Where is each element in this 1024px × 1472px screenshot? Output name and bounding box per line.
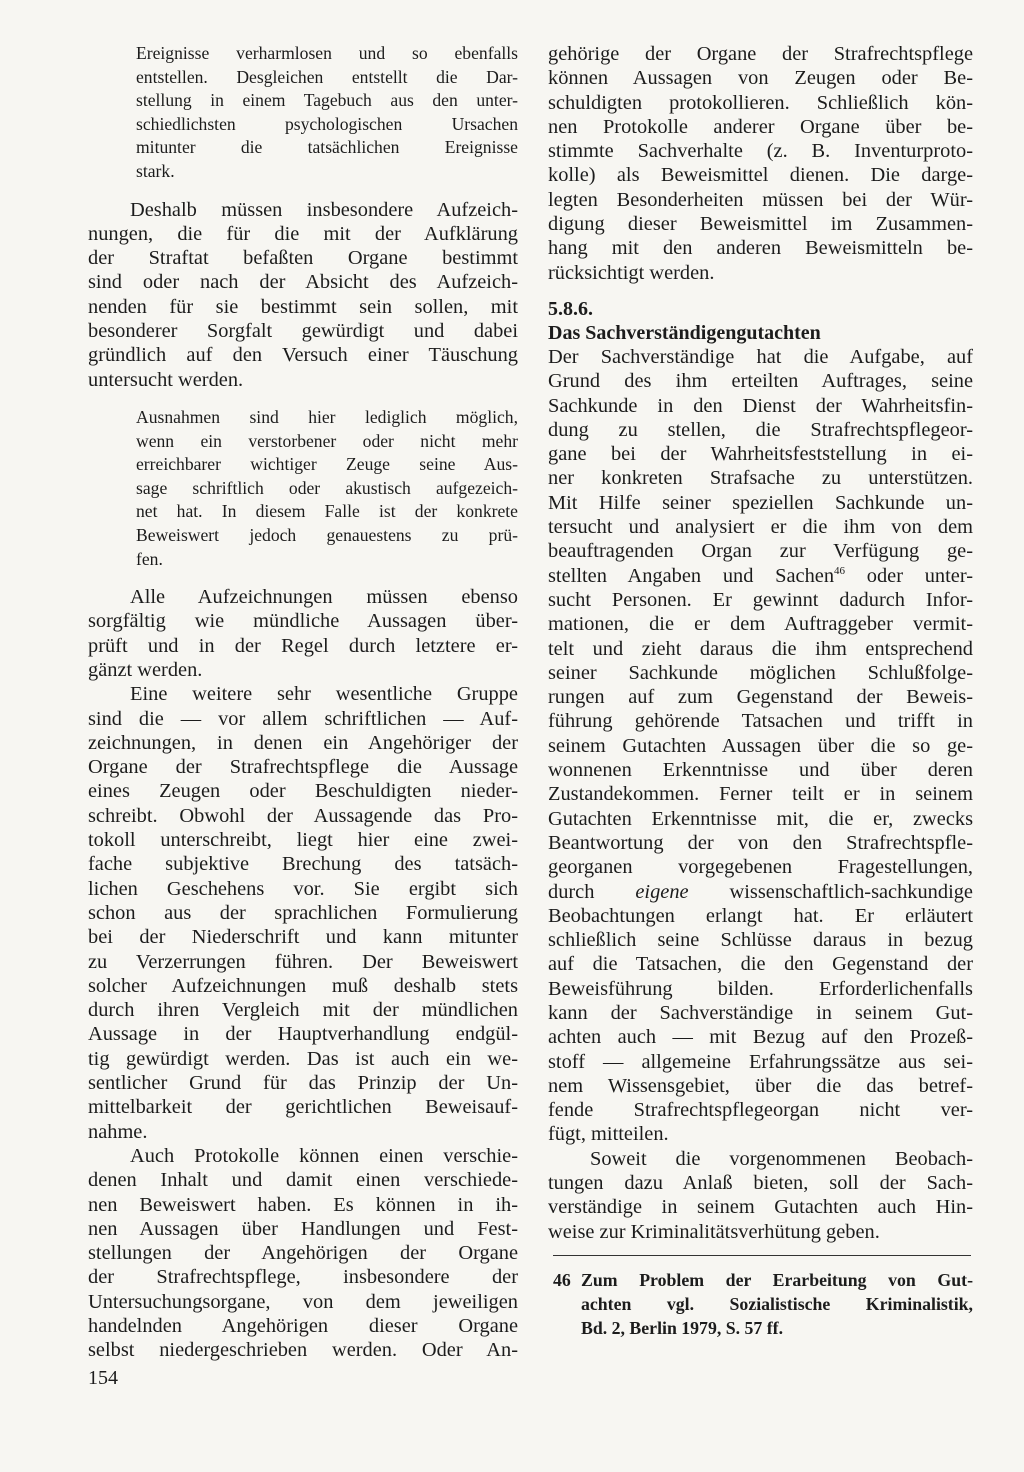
text-line: eines Zeugen oder Beschuldigten nieder-: [88, 780, 518, 803]
paragraph-ausnahmen-small: [88, 406, 518, 571]
paragraph-sachverstaendige: [548, 345, 973, 1147]
text-line: Gutachten Erkenntnisse mit, die er, zwecks: [548, 807, 973, 830]
text-line: der Straftat befaßten Organe bestimmt: [88, 247, 518, 270]
text-line: legten Besonderheiten müssen bei der Wür-: [548, 188, 973, 211]
paragraph-soweit: [548, 1147, 973, 1244]
footnote-line: Bd. 2, Berlin 1979, S. 57 ff.: [581, 1318, 784, 1338]
text-line: dung zu stellen, die Strafrechtspflegeor-: [548, 418, 973, 441]
text-line: sucht Personen. Er gewinnt dadurch Infor-: [548, 588, 973, 611]
text-line: stellungen der Angehörigen der Organe: [88, 1242, 518, 1265]
text-line: nen Beweiswert haben. Es können in ih-: [88, 1193, 518, 1216]
footnote: [553, 1268, 973, 1340]
text-line: fen.: [136, 548, 163, 569]
text-line: wonnenen Erkenntnisse und über deren: [548, 759, 973, 782]
text-line: Ereignisse verharmlosen und so ebenfalls: [136, 43, 518, 63]
text-line: ner konkreten Strafsache zu unterstützen.: [548, 467, 973, 490]
text-line: verständige in seinem Gutachten auch Hin-: [548, 1196, 973, 1219]
footnote-number: 46: [553, 1270, 571, 1290]
text-line: net hat. In diesem Falle ist der konkrete: [136, 501, 518, 522]
text-line: Alle Aufzeichnungen müssen ebenso: [130, 586, 518, 609]
text-line: nahme.: [88, 1120, 148, 1143]
text-line: hang mit den anderen Beweismitteln be-: [548, 237, 973, 260]
text-line: rungen auf zum Gegenstand der Beweis-: [548, 686, 973, 709]
text-line: stimmte Sachverhalte (z. B. Inventurproto-: [548, 140, 973, 163]
paragraph-continued: [548, 42, 973, 285]
left-column: [88, 42, 518, 1363]
text-line: Sachkunde in den Dienst der Wahrheitsfin-: [548, 394, 973, 417]
text-line: prüft und in der Regel durch letztere er-: [88, 634, 518, 657]
paragraph-deshalb: [88, 198, 518, 392]
text-line: seiner Sachkunde möglichen Schlußfolge-: [548, 661, 973, 684]
text-line: Aussage in der Hauptverhandlung endgül-: [88, 1023, 518, 1046]
intro-small-paragraph: [88, 42, 518, 184]
text-line: rücksichtigt werden.: [548, 261, 715, 284]
text-line: lichen Geschehens vor. Sie ergibt sich: [88, 877, 518, 900]
text-line: Beweisführung bilden. Erforderlichenfalls: [548, 977, 973, 1000]
text-line: mationen, die er dem Auftraggeber vermit-: [548, 613, 973, 636]
text-line: schreibt. Obwohl der Aussagende das Pro-: [88, 804, 518, 827]
text-line: sage schriftlich oder akustisch aufgezeich-: [136, 477, 518, 498]
text-line: Mit Hilfe seiner speziellen Sachkunde un-: [548, 491, 973, 514]
text-line: untersucht werden.: [88, 368, 244, 391]
text-line: nem Wissensgebiet, über die das betref-: [548, 1074, 973, 1097]
text-line: Ausnahmen sind hier lediglich möglich,: [136, 406, 518, 427]
text-line: achten auch — mit Bezug auf den Prozeß-: [548, 1026, 973, 1049]
text-line: wenn ein verstorbener oder nicht mehr: [136, 430, 518, 451]
text-line: digung dieser Beweismittel im Zusammen-: [548, 213, 973, 236]
text-line: sentlicher Grund für das Prinzip der Un-: [88, 1072, 518, 1095]
text-line: Der Sachverständige hat die Aufgabe, auf: [548, 345, 973, 368]
text-line: Grund des ihm erteilten Auftrages, seine: [548, 370, 973, 393]
text-line: tokoll unterschreibt, liegt hier eine zwei-: [88, 829, 518, 852]
text-line: stellung in einem Tagebuch aus den unter-: [136, 90, 518, 111]
text-line: kolle) als Beweismittel dienen. Die darge-: [548, 164, 973, 187]
text-line: schließlich seine Schlüsse daraus in bezug: [548, 929, 973, 952]
text-line: tig gewürdigt werden. Das ist auch ein we-: [88, 1047, 518, 1070]
footnote-first-line: 46 Zum Problem der Erarbeitung von Gut-: [553, 1270, 973, 1290]
paragraph-auch: [88, 1144, 518, 1363]
line-with-emphasis: durch eigene wissenschaftlich-sachkundige: [548, 880, 973, 903]
section-title: Das Sachverständigengutachten: [548, 321, 821, 344]
line-with-footnote-ref: stellten Angaben und Sachen$^{46}$ oder unter-: [548, 564, 973, 587]
text-line: bei der Niederschrift und kann mitunter: [88, 926, 518, 949]
text-line: Beantwortung der von den Strafrechtspfle-: [548, 831, 973, 854]
text-line: schon aus der sprachlichen Formulierung: [88, 901, 518, 924]
text-line: stoff — allgemeine Erfahrungssätze aus sei-: [548, 1050, 973, 1073]
text-line: erreichbarer wichtiger Zeuge seine Aus-: [136, 454, 518, 475]
text-line: beauftragenden Organ zur Verfügung ge-: [548, 540, 973, 563]
text-line: Organe der Strafrechtspflege die Aussage: [88, 756, 518, 779]
text-line: sorgfältig wie mündliche Aussagen über-: [88, 610, 518, 633]
section-number: 5.8.6.: [548, 297, 593, 320]
text-line: kann der Sachverständige in seinem Gut-: [548, 1001, 973, 1024]
text-line: telt und zieht daraus die ihm entsprechend: [548, 637, 973, 660]
text-line: mitunter die tatsächlichen Ereignisse: [136, 137, 518, 158]
text-line: gane bei der Wahrheitsfeststellung in ei-: [548, 443, 973, 466]
footnote-reference[interactable]: 46: [834, 564, 846, 577]
text-line: Eine weitere sehr wesentliche Gruppe: [130, 683, 518, 706]
text-line: georganen vorgegebenen Fragestellungen,: [548, 856, 973, 879]
text-line: sind die — vor allem schriftlichen — Auf-: [88, 707, 518, 730]
text-line: schuldigten protokollieren. Schließlich kön-: [548, 91, 973, 114]
text-line: Beobachtungen erlangt hat. Er erläutert: [548, 904, 973, 927]
text-line: entstellen. Desgleichen entstellt die Dar-: [136, 66, 518, 87]
text-line: denen Inhalt und damit einen verschiede-: [88, 1169, 518, 1192]
text-line: gänzt werden.: [88, 658, 203, 681]
text-line: Deshalb müssen insbesondere Aufzeich-: [130, 198, 518, 221]
text-line: zeichnungen, in denen ein Angehöriger der: [88, 731, 518, 754]
text-line: gründlich auf den Versuch einer Täuschung: [88, 344, 518, 367]
text-line: durch ihren Vergleich mit der mündlichen: [88, 999, 518, 1022]
paragraph-alle: [88, 585, 518, 682]
text-line: Soweit die vorgenommenen Beobach-: [590, 1147, 973, 1170]
text-line: besonderer Sorgfalt gewürdigt und dabei: [88, 320, 518, 343]
footnote-divider: [553, 1255, 971, 1256]
right-column: [548, 42, 973, 1244]
text-line: Untersuchungsorgane, von dem jeweiligen: [88, 1290, 518, 1313]
footnote-line: achten vgl. Sozialistische Kriminalistik,: [581, 1294, 973, 1314]
text-line: Auch Protokolle können einen verschie-: [130, 1144, 518, 1167]
text-line: tungen dazu Anlaß bieten, soll der Sach-: [548, 1172, 973, 1195]
emphasis-word: eigene: [635, 880, 689, 903]
text-line: nen Protokolle anderer Organe über be-: [548, 115, 973, 138]
text-line: selbst niedergeschrieben werden. Oder An-: [88, 1339, 518, 1362]
text-line: fende Strafrechtspflegeorgan nicht ver-: [548, 1099, 973, 1122]
text-line: tersucht und analysiert er die ihm von dem: [548, 516, 973, 539]
text-line: Zustandekommen. Ferner teilt er in seinem: [548, 783, 973, 806]
text-line: solcher Aufzeichnungen muß deshalb stets: [88, 974, 518, 997]
text-line: Beweiswert jedoch genauestens zu prü-: [136, 524, 518, 545]
text-line: gehörige der Organe der Strafrechtspflege: [548, 43, 973, 65]
text-line: zu Verzerrungen führen. Der Beweiswert: [88, 950, 518, 973]
text-line: führung gehörende Tatsachen und trifft in: [548, 710, 973, 733]
text-line: seinem Gutachten Aussagen über die so ge-: [548, 734, 973, 757]
text-line: nenden für sie bestimmt sein sollen, mit: [88, 295, 518, 318]
text-line: schiedlichsten psychologischen Ursachen: [136, 113, 518, 134]
page-number: 154: [88, 1367, 118, 1389]
text-line: sind oder nach der Absicht des Aufzeich-: [88, 271, 518, 294]
text-line: können Aussagen von Zeugen oder Be-: [548, 67, 973, 90]
text-line: der Strafrechtspflege, insbesondere der: [88, 1266, 518, 1289]
text-line: stark.: [136, 160, 175, 181]
text-line: weise zur Kriminalitätsverhütung geben.: [548, 1220, 880, 1243]
text-line: auf die Tatsachen, die den Gegenstand der: [548, 953, 973, 976]
text-line: mittelbarkeit der gerichtlichen Beweisauf-: [88, 1096, 518, 1119]
text-line: nungen, die für die mit der Aufklärung: [88, 222, 518, 245]
paragraph-eine: [88, 682, 518, 1144]
text-line: fügt, mitteilen.: [548, 1123, 669, 1146]
text-line: fache subjektive Brechung des tatsäch-: [88, 853, 518, 876]
text-line: handelnden Angehörigen dieser Organe: [88, 1315, 518, 1337]
text-line: nen Aussagen über Handlungen und Fest-: [88, 1217, 518, 1240]
